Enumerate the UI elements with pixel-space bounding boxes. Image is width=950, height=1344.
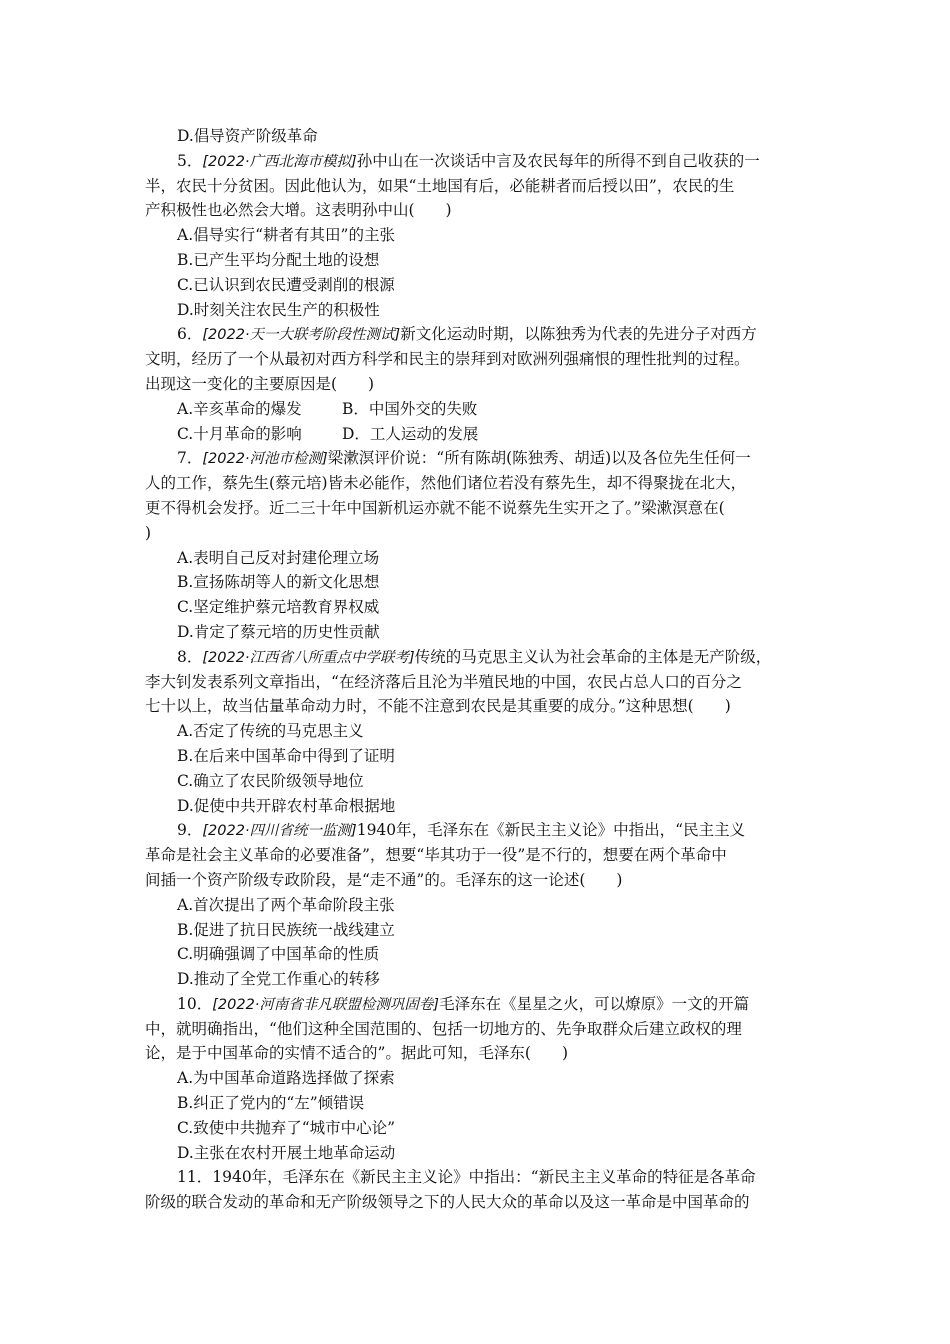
question-text: 孙中山在一次谈话中言及农民每年的所得不到自己收获的一: [356, 151, 760, 170]
option-c: C.明确强调了中国革命的性质: [177, 945, 380, 964]
option-a: A.首次提出了两个革命阶段主张: [177, 895, 395, 914]
question-5: [145, 149, 810, 323]
option-c: C.十月革命的影响: [177, 424, 302, 443]
question-first-line: [145, 446, 810, 471]
question-text: 出现这一变化的主要原因是( ): [145, 374, 375, 393]
question-text: 半，农民十分贫困。因此他认为，如果“土地国有后，必能耕者而后授以田”，农民的生: [145, 176, 735, 195]
option-a: A.倡导实行“耕者有其田”的主张: [177, 226, 395, 245]
option-b: B.在后来中国革命中得到了证明: [177, 746, 395, 765]
option-c: C.坚定维护蔡元培教育界权威: [177, 598, 380, 617]
option-a: A.表明自己反对封建伦理立场: [177, 548, 380, 567]
question-first-line: [145, 1165, 810, 1190]
question-text: 新文化运动时期，以陈独秀为代表的先进分子对西方: [400, 325, 757, 344]
option-c: C.确立了农民阶级领导地位: [177, 771, 364, 790]
option-b: B．中国外交的失败: [342, 399, 478, 418]
option-b: B.纠正了党内的“左”倾错误: [177, 1094, 365, 1113]
question-number: 5．: [177, 151, 203, 170]
question-7: [145, 446, 810, 644]
question-number: 8．: [177, 647, 203, 666]
option-a: A.辛亥革命的爆发: [177, 399, 302, 418]
question-9: [145, 818, 810, 992]
question-source: [2022·河池市检测]: [202, 451, 328, 468]
option-d: D．工人运动的发展: [342, 424, 479, 443]
question-source: [2022·四川省统一监测]: [202, 823, 357, 840]
question-text: 1940年，毛泽东在《新民主主义论》中指出：“新民主主义革命的特征是各革命: [212, 1168, 756, 1187]
option-a: A.为中国革命道路选择做了探索: [177, 1069, 395, 1088]
option-line: D.倡导资产阶级革命: [177, 127, 318, 145]
question-source: [2022·天一大联考阶段性测试]: [202, 327, 401, 344]
question-source: [2022·河南省非凡联盟检测巩固卷]: [212, 996, 440, 1013]
question-first-line: [145, 645, 810, 670]
question-source: [2022·广西北海市模拟]: [202, 153, 357, 170]
question-source: [2022·江西省八所重点中学联考]: [202, 649, 415, 666]
question-text: 毛泽东在《星星之火，可以燎原》一文的开篇: [439, 994, 750, 1013]
question-text: 梁漱溟评价说：“所有陈胡(陈独秀、胡适)以及各位先生任何一: [327, 449, 751, 468]
option-d: D.主张在农村开展土地革命运动: [177, 1143, 396, 1162]
question-text: 中，就明确指出，“他们这种全国范围的、包括一切地方的、先争取群众后建立政权的理: [145, 1019, 742, 1038]
question-first-line: [145, 322, 810, 347]
question-number: 10．: [177, 994, 213, 1013]
question-text: 产积极性也必然会大增。这表明孙中山( ): [145, 201, 452, 220]
option-c: C.已认识到农民遭受剥削的根源: [177, 275, 395, 294]
question-number: 11．: [177, 1168, 213, 1187]
question-text: 论，是于中国革命的实情不适合的”。据此可知，毛泽东( ): [145, 1044, 569, 1063]
question-number: 9．: [177, 821, 203, 840]
question-number: 6．: [177, 325, 203, 344]
question-text: ): [145, 523, 152, 542]
question-8: [145, 645, 810, 819]
option-b: B.已产生平均分配土地的设想: [177, 250, 380, 269]
option-d: D.肯定了蔡元培的历史性贡献: [177, 622, 380, 641]
option-b: B.促进了抗日民族统一战线建立: [177, 920, 395, 939]
option-c: C.致使中共抛弃了“城市中心论”: [177, 1118, 396, 1137]
option-d: D.时刻关注农民生产的积极性: [177, 300, 380, 319]
question-number: 7．: [177, 449, 203, 468]
option-a: A.否定了传统的马克思主义: [177, 722, 364, 741]
option-row: [145, 397, 810, 422]
question-text: 革命是社会主义革命的必要准备”，想要“毕其功于一役”是不行的，想要在两个革命中: [145, 846, 727, 865]
question-10: [145, 992, 810, 1166]
option-d: D.推动了全党工作重心的转移: [177, 970, 380, 989]
question-first-line: [145, 149, 810, 174]
document-page: [145, 124, 810, 1215]
option-b: B.宣扬陈胡等人的新文化思想: [177, 573, 380, 592]
question-text: 间插一个资产阶级专政阶段，是“走不通”的。毛泽东的这一论述( ): [145, 870, 623, 889]
question-text: 七十以上，故当估量革命动力时，不能不注意到农民是其重要的成分。”这种思想( ): [145, 697, 731, 716]
question-text: 1940年，毛泽东在《新民主主义论》中指出，“民主主义: [356, 821, 746, 840]
question-11: [145, 1165, 810, 1215]
question-first-line: [145, 992, 810, 1017]
question-text: 李大钊发表系列文章指出，“在经济落后且沦为半殖民地的中国，农民占总人口的百分之: [145, 672, 742, 691]
option-d: D.促使中共开辟农村革命根据地: [177, 796, 396, 815]
question-text: 传统的马克思主义认为社会革命的主体是无产阶级，: [414, 647, 772, 666]
question-text: 更不得机会发抒。近二三十年中国新机运亦就不能不说蔡先生实开之了。”梁漱溟意在(: [145, 498, 725, 517]
question-text: 人的工作，蔡先生(蔡元培)皆未必能作，然他们诸位若没有蔡先生，却不得聚拢在北大，: [145, 474, 747, 493]
option-row: [145, 422, 810, 447]
question-text: 文明，经历了一个从最初对西方科学和民主的崇拜到对欧洲列强痛恨的理性批判的过程。: [145, 350, 750, 369]
question-6: [145, 322, 810, 446]
question-first-line: [145, 818, 810, 843]
question-text: 阶级的联合发动的革命和无产阶级领导之下的人民大众的革命以及这一革命是中国革命的: [145, 1193, 750, 1212]
